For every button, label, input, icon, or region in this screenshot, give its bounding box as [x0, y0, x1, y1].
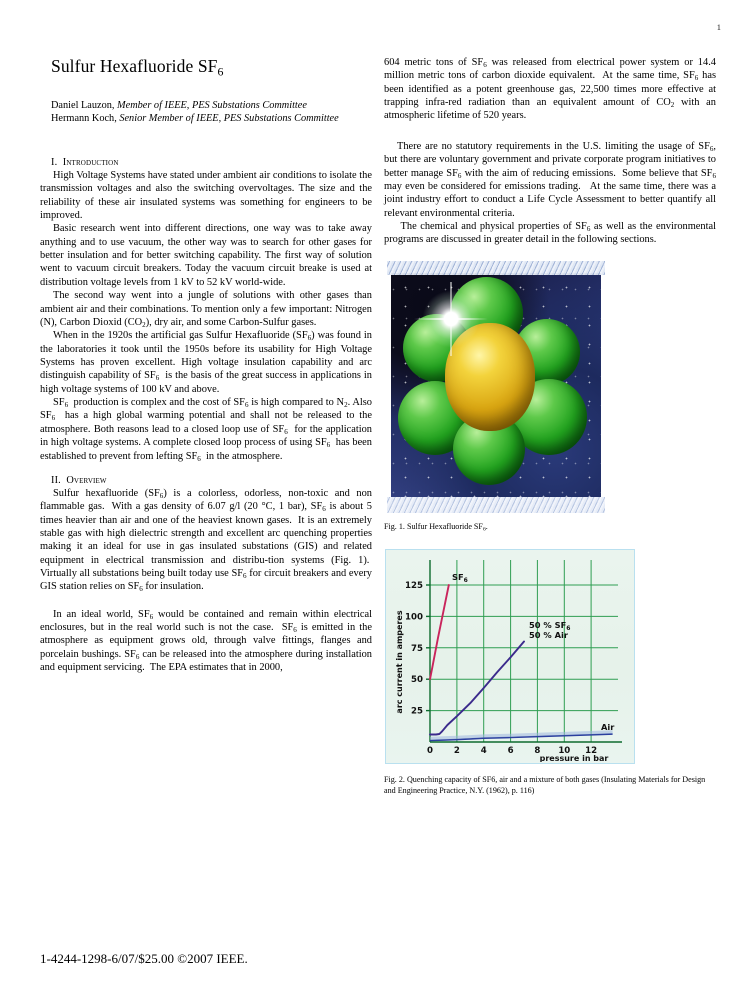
sulfur-atom	[445, 323, 535, 431]
page-number: 1	[716, 22, 721, 32]
svg-text:10: 10	[558, 746, 571, 757]
right-column	[384, 56, 716, 797]
title-text: Sulfur Hexafluoride SF	[51, 56, 218, 76]
caption-tail: .	[485, 521, 488, 531]
chart-label-mixture-line1: 50 % $SF_6$	[529, 620, 571, 633]
figure-1-container	[384, 261, 716, 533]
author-line-2	[51, 112, 372, 125]
copyright-notice: 1-4244-1298-6/07/$25.00 ©2007 IEEE.	[40, 951, 248, 966]
svg-text:2: 2	[453, 746, 460, 757]
spacer	[40, 594, 372, 602]
figure-2-container	[384, 549, 716, 797]
paragraph: Sulfur hexafluoride $(SF_6)$ is a colorless, odorless, non-toxic and non flammable gas. With a gas density of 6.07 g/l (20 °C, 1 bar), $SF_6$ is about 5 times heavier than air and one of the heaviest known gases. It is an extremely stable gas with high dielectric strength and excellent arc quenching properties making it an ideal for use in gas insulated substations (GIS) and related equipment in electrical transmission and distribu-tion systems (Fig. 1). Virtually all substations being built today use $SF_6$ for circuit breakers and every GIS station relies on $SF_6$ for insulation.	[40, 487, 372, 594]
svg-text:75: 75	[411, 643, 423, 654]
svg-text:100: 100	[405, 612, 423, 623]
image-bottom-edge	[387, 497, 605, 513]
svg-text:12: 12	[585, 746, 598, 757]
series-sf6-air-mixture	[430, 642, 524, 735]
paragraph: In an ideal world, $SF_6$ would be contained and remain within electrical enclosures, but in the real world such is not the case. $SF_6$ is emitted in the atmosphere as equipment grows old, through valve fittings, flanges and porcelain bushings. $SF_6$ can be released into the atmosphere during installation and equipment servicing. The EPA estimates that in 2000,	[40, 608, 372, 674]
paragraph-text: Basic research went into different directions, one way was to take away anything and to use vacuum, the other way was to search for other gases for better insulation and for better switching capability. The first way of solution went to vacuum circuit breakers. Today the vacuum circuit breake is used at distribution voltage levels from 1 kV to 52 kV world-wide.	[40, 223, 372, 288]
section-numeral: I.	[51, 156, 58, 168]
figure-1-caption	[384, 522, 716, 533]
chart-label-sf6: $SF_6$	[452, 572, 468, 585]
paragraph: There are no statutory requirements in the U.S. limiting the usage of $SF_6$, but there are voluntary government and private corporate program initiatives to better manage $SF_6$ with the aim of reducing emissions. Some believe that $SF_6$ may even be considered for emissions trading. At the same time, there was a joint industry effort to conduct a Life Cycle Assessment to better quantify all relevant environmental criteria.	[384, 140, 716, 219]
title-subscript: 6	[217, 64, 224, 79]
spacer	[40, 143, 372, 157]
author-affiliation: Member of IEEE, PES Substations Committee	[117, 100, 307, 111]
section-title: Overview	[66, 474, 107, 486]
paragraph-text: High Voltage Systems have stated under ambient air conditions to isolate the transmission voltages and also the switching overvoltages. The size and the reliability of these air insulated systems was something for engineers to be improved.	[40, 169, 372, 222]
sf6-molecule-image	[387, 261, 605, 513]
caption-subscript: 6	[482, 526, 486, 533]
left-column	[40, 56, 372, 675]
paragraph	[40, 222, 372, 289]
spacer	[384, 123, 716, 135]
paragraph: When in the 1920s the artificial gas Sulfur Hexafluoride $(SF_6)$ was found in the laboratories it took until the 1950s before its usability for High Voltage Systems has proven excellent. High voltage insulation capability and arc distinguish capability of $SF_6$ is the basis of the great success in applications in high voltage systems of 100 kV and above.	[40, 330, 372, 395]
chart-y-tick-labels	[405, 581, 423, 717]
section-heading-introduction	[40, 157, 372, 168]
author-name: Daniel Lauzon,	[51, 100, 118, 111]
section-heading-overview	[40, 475, 372, 486]
section-numeral: II.	[51, 474, 61, 486]
chart-svg	[386, 550, 633, 762]
paragraph: The second way went into a jungle of solutions with other gases than ambient air and their combinations. To mention only a few important: Nitrogen (N), Carbon Dioxid $(CO_2)$, dry air, and some Carbon-Sulfur gases.	[40, 290, 372, 329]
paragraph: $SF_6$ production is complex and the cost of $SF_6$ is high compared to $N_2$. Also $SF_6$ has a high global warming potential and shall not be released to the atmosphere. Both reasons lead to a closed loop use of $SF_6$ for the application in high voltage systems. A complete closed loop process of using $SF_6$ has been established to prevent from lefting $SF_6$ in the atmosphere.	[40, 397, 372, 463]
author-block	[51, 99, 372, 126]
series-sf6	[430, 585, 449, 679]
author-name: Hermann Koch,	[51, 113, 120, 125]
page-title	[51, 56, 372, 77]
paragraph: The chemical and physical properties of $SF_6$ as well as the environmental programs are discussed in greater detail in the following sections.	[384, 220, 716, 246]
author-line-1	[51, 99, 372, 112]
svg-text:4: 4	[480, 746, 487, 757]
caption-prefix: Fig. 1.	[384, 521, 407, 531]
chart-label-air: Air	[601, 722, 615, 733]
svg-text:125: 125	[405, 581, 423, 592]
paragraph	[40, 169, 372, 222]
image-top-edge	[387, 261, 605, 275]
svg-text:25: 25	[411, 706, 423, 717]
spacer	[40, 126, 372, 143]
author-affiliation: Senior Member of IEEE, PES Substations Committee	[119, 113, 339, 125]
svg-text:8: 8	[534, 746, 541, 757]
figure-2-caption: Fig. 2. Quenching capacity of SF6, air and a mixture of both gases (Insulating Materials for Design and Engineering Practice, N.Y. (1962), p. 116)	[384, 775, 706, 795]
spacer	[40, 463, 372, 475]
chart-axes	[426, 560, 622, 742]
svg-text:50: 50	[411, 675, 423, 686]
quenching-capacity-chart	[385, 549, 635, 764]
chart-x-axis-label: pressure in bar	[539, 754, 609, 763]
caption-text: Sulfur Hexafluoride SF	[406, 521, 483, 531]
svg-text:6: 6	[507, 746, 514, 757]
chart-label-mixture-line2: 50 % Air	[529, 630, 568, 641]
paragraph: 604 metric tons of $SF_6$ was released from electrical power system or 14.4 million metric tons of carbon dioxide equivalent. At the same time, $SF_6$ has been identified as a potent greenhouse gas, 22,500 times more effective at trapping infra-red radiation than an equivalent amount of $CO_2$ with an atmospheric lifetime of 520 years.	[384, 57, 716, 122]
svg-text:0: 0	[427, 746, 433, 757]
chart-y-axis-label: arc current in amperes	[395, 610, 404, 714]
section-title: Introduction	[62, 156, 119, 168]
